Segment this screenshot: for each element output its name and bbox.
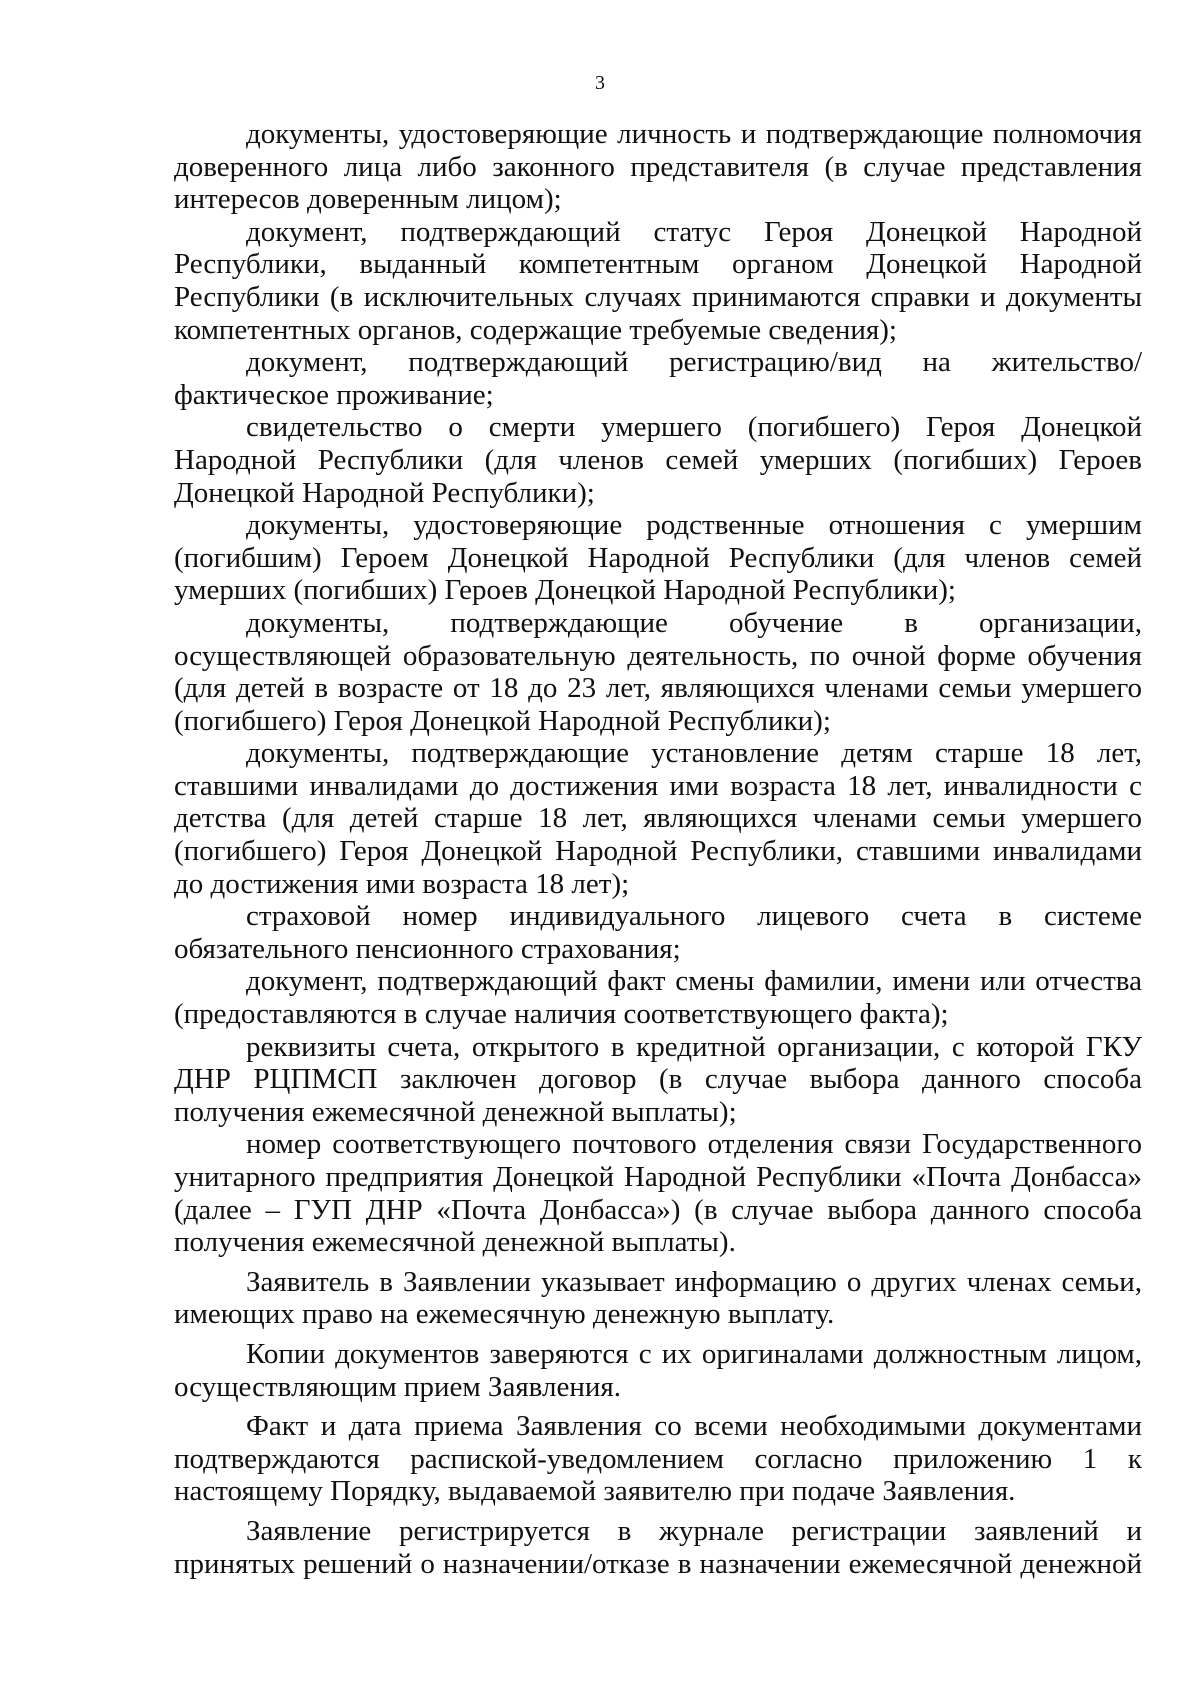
document-body bbox=[174, 118, 1142, 1580]
paragraph-post-office-number: номер соответствующего почтового отделения связи Государственного унитарного предприятия Донецкой Народной Республики «Почта Донбасса» (далее – ГУП ДНР «Почта Донбасса») (в случае выбора данного способа получения ежемесячной денежной выплаты). bbox=[174, 1128, 1142, 1259]
paragraph-application-registration: Заявление регистрируется в журнале регистрации заявлений и принятых решений о назначении/отказе в назначении ежемесячной денежной bbox=[174, 1514, 1142, 1580]
paragraph-proxy-documents: документы, удостоверяющие личность и подтверждающие полномочия доверенного лица либо законного представителя (в случае представления интересов доверенным лицом); bbox=[174, 118, 1142, 216]
paragraph-bank-details: реквизиты счета, открытого в кредитной организации, с которой ГКУ ДНР РЦПМСП заключен договор (в случае выбора данного способа получения ежемесячной денежной выплаты); bbox=[174, 1030, 1142, 1128]
paragraph-education-documents: документы, подтверждающие обучение в организации, осуществляющей образовательную деятельность, по очной форме обучения (для детей в возрасте от 18 до 23 лет, являющихся членами семьи умершего (погибшего) Героя Донецкой Народной Республики); bbox=[174, 606, 1142, 737]
paragraph-death-certificate: свидетельство о смерти умершего (погибшего) Героя Донецкой Народной Республики (для членов семей умерших (погибших) Героев Донецкой Народной Республики); bbox=[174, 411, 1142, 509]
paragraph-hero-status-document: документ, подтверждающий статус Героя Донецкой Народной Республики, выданный компетентным органом Донецкой Народной Республики (в исключительных случаях принимаются справки и документы компетентных органов, содержащие требуемые сведения); bbox=[174, 215, 1142, 346]
paragraph-kinship-documents: документы, удостоверяющие родственные отношения с умершим (погибшим) Героем Донецкой Народной Республики (для членов семей умерших (погибших) Героев Донецкой Народной Республики); bbox=[174, 509, 1142, 607]
paragraph-disability-documents: документы, подтверждающие установление детям старше 18 лет, ставшими инвалидами до достижения ими возраста 18 лет, инвалидности с детства (для детей старше 18 лет, являющихся членами семьи умершего (погибшего) Героя Донецкой Народной Республики, ставшими инвалидами до достижения ими возраста 18 лет); bbox=[174, 737, 1142, 900]
paragraph-copies-certified: Копии документов заверяются с их оригиналами должностным лицом, осуществляющим прием Заявления. bbox=[174, 1337, 1142, 1403]
paragraph-name-change-document: документ, подтверждающий факт смены фамилии, имени или отчества (предоставляются в случае наличия соответствующего факта); bbox=[174, 965, 1142, 1031]
paragraph-registration-document: документ, подтверждающий регистрацию/вид на жительство/фактическое проживание; bbox=[174, 346, 1142, 411]
page-number: 3 bbox=[595, 72, 605, 94]
paragraph-insurance-number: страховой номер индивидуального лицевого счета в системе обязательного пенсионного страхования; bbox=[174, 900, 1142, 965]
paragraph-receipt-notification: Факт и дата приема Заявления со всеми необходимыми документами подтверждаются распиской-уведомлением согласно приложению 1 к настоящему Порядку, выдаваемой заявителю при подаче Заявления. bbox=[174, 1410, 1142, 1508]
paragraph-family-members-info: Заявитель в Заявлении указывает информацию о других членах семьи, имеющих право на ежемесячную денежную выплату. bbox=[174, 1265, 1142, 1331]
